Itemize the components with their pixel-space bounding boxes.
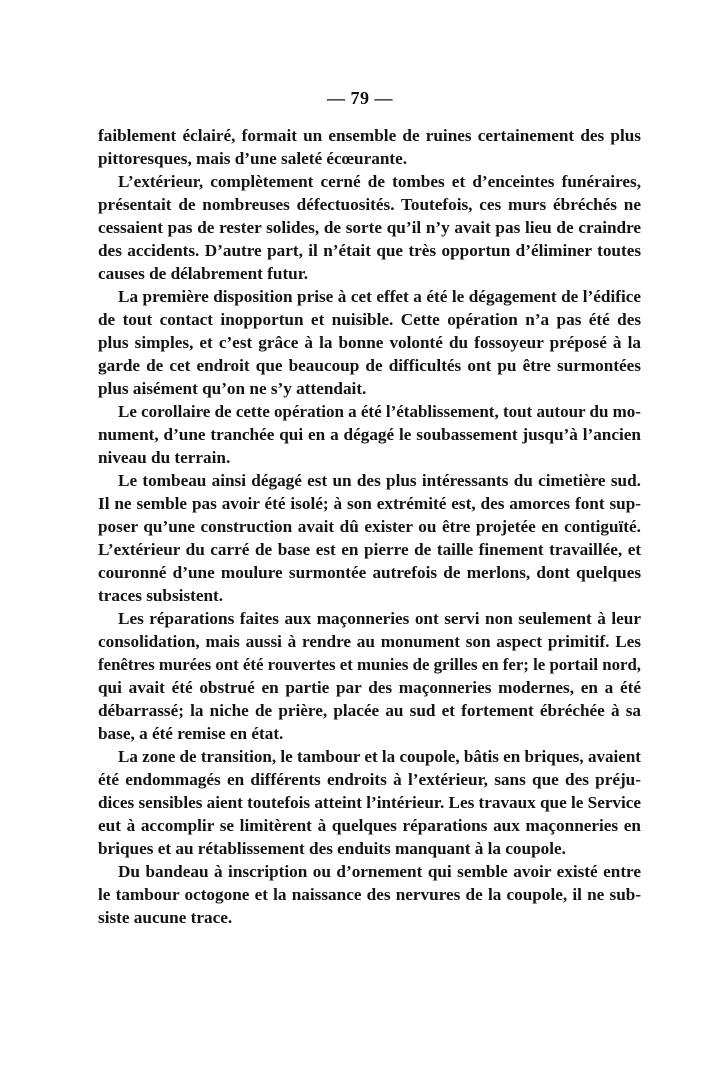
text-line: L’extérieur, complètement cerné de tombes et d’enceintes funéraires, [118, 172, 641, 191]
text-line: L’extérieur du carré de base est en pierre de taille finement travaillée, et [98, 540, 642, 559]
text-line: débarrassé; la niche de prière, placée au sud et fortement ébréchée à sa [98, 701, 642, 720]
text-line: eut à accomplir se limitèrent à quelques réparations aux maçonneries en [98, 816, 641, 835]
paragraph [98, 170, 641, 285]
text-line: des accidents. D’autre part, il n’était que très opportun d’éliminer toutes [98, 241, 642, 260]
text-line: nument, d’une tranchée qui en a dégagé le soubassement jusqu’à l’ancien [98, 425, 641, 444]
text-line: base, a été remise en état. [98, 724, 284, 743]
paragraph [98, 860, 641, 929]
text-line: Le corollaire de cette opération a été l’établissement, tout autour du mo- [118, 402, 641, 421]
text-line: le tambour octogone et la naissance des nervures de la coupole, il ne sub- [98, 885, 642, 904]
text-line: Les réparations faites aux maçonneries ont servi non seulement à leur [118, 609, 641, 628]
text-line: siste aucune trace. [98, 908, 233, 927]
text-line: fenêtres murées ont été rouvertes et munies de grilles en fer; le portail nord, [98, 655, 642, 674]
text-line: traces subsistent. [98, 586, 224, 605]
text-line: pittoresques, mais d’une saleté écœurante. [98, 149, 408, 168]
text-line: garde de cet endroit que beaucoup de difficultés ont pu être surmontées [98, 356, 641, 375]
text-line: présentait de nombreuses défectuosités. Toutefois, ces murs ébréchés ne [98, 195, 641, 214]
paragraph [98, 400, 641, 469]
text-line: niveau du terrain. [98, 448, 231, 467]
paragraph [98, 285, 641, 400]
text-line: briques et au rétablissement des enduits manquant à la coupole. [98, 839, 566, 858]
text-line: faiblement éclairé, formait un ensemble de ruines certainement des plus [98, 126, 641, 145]
text-line: cessaient pas de rester solides, de sorte qu’il n’y avait pas lieu de craindre [98, 218, 642, 237]
text-line: La première disposition prise à cet effet a été le dégagement de l’édifice [118, 287, 641, 306]
text-line: poser qu’une construction avait dû exister ou être projetée en contiguïté. [98, 517, 641, 536]
text-line: couronné d’une moulure surmontée autrefois de merlons, dont quelques [98, 563, 642, 582]
paragraph [98, 124, 641, 170]
paragraph [98, 469, 641, 607]
text-line: causes de délabrement futur. [98, 264, 309, 283]
text-line: plus aisément qu’on ne s’y attendait. [98, 379, 367, 398]
text-line: consolidation, mais aussi à rendre au monument son aspect primitif. Les [98, 632, 641, 651]
text-line: Le tombeau ainsi dégagé est un des plus intéressants du cimetière sud. [118, 471, 641, 490]
text-line: plus simples, et c’est grâce à la bonne volonté du fossoyeur préposé à la [98, 333, 641, 352]
text-line: qui avait été obstrué en partie par des maçonneries modernes, en a été [98, 678, 641, 697]
text-line: La zone de transition, le tambour et la coupole, bâtis en briques, avaient [118, 747, 641, 766]
text-line: Du bandeau à inscription ou d’ornement qui semble avoir existé entre [118, 862, 641, 881]
text-line: été endommagés en différents endroits à l’extérieur, sans que des préju- [98, 770, 641, 789]
text-line: Il ne semble pas avoir été isolé; à son extrémité est, des amorces font sup- [98, 494, 642, 513]
text-line: de tout contact inopportun et nuisible. Cette opération n’a pas été des [98, 310, 642, 329]
page-number: — 79 — [327, 88, 393, 108]
paragraph [98, 607, 641, 745]
text-line: dices sensibles aient toutefois atteint l’intérieur. Les travaux que le Service [98, 793, 642, 812]
body-text [98, 124, 641, 929]
paragraph [98, 745, 641, 860]
